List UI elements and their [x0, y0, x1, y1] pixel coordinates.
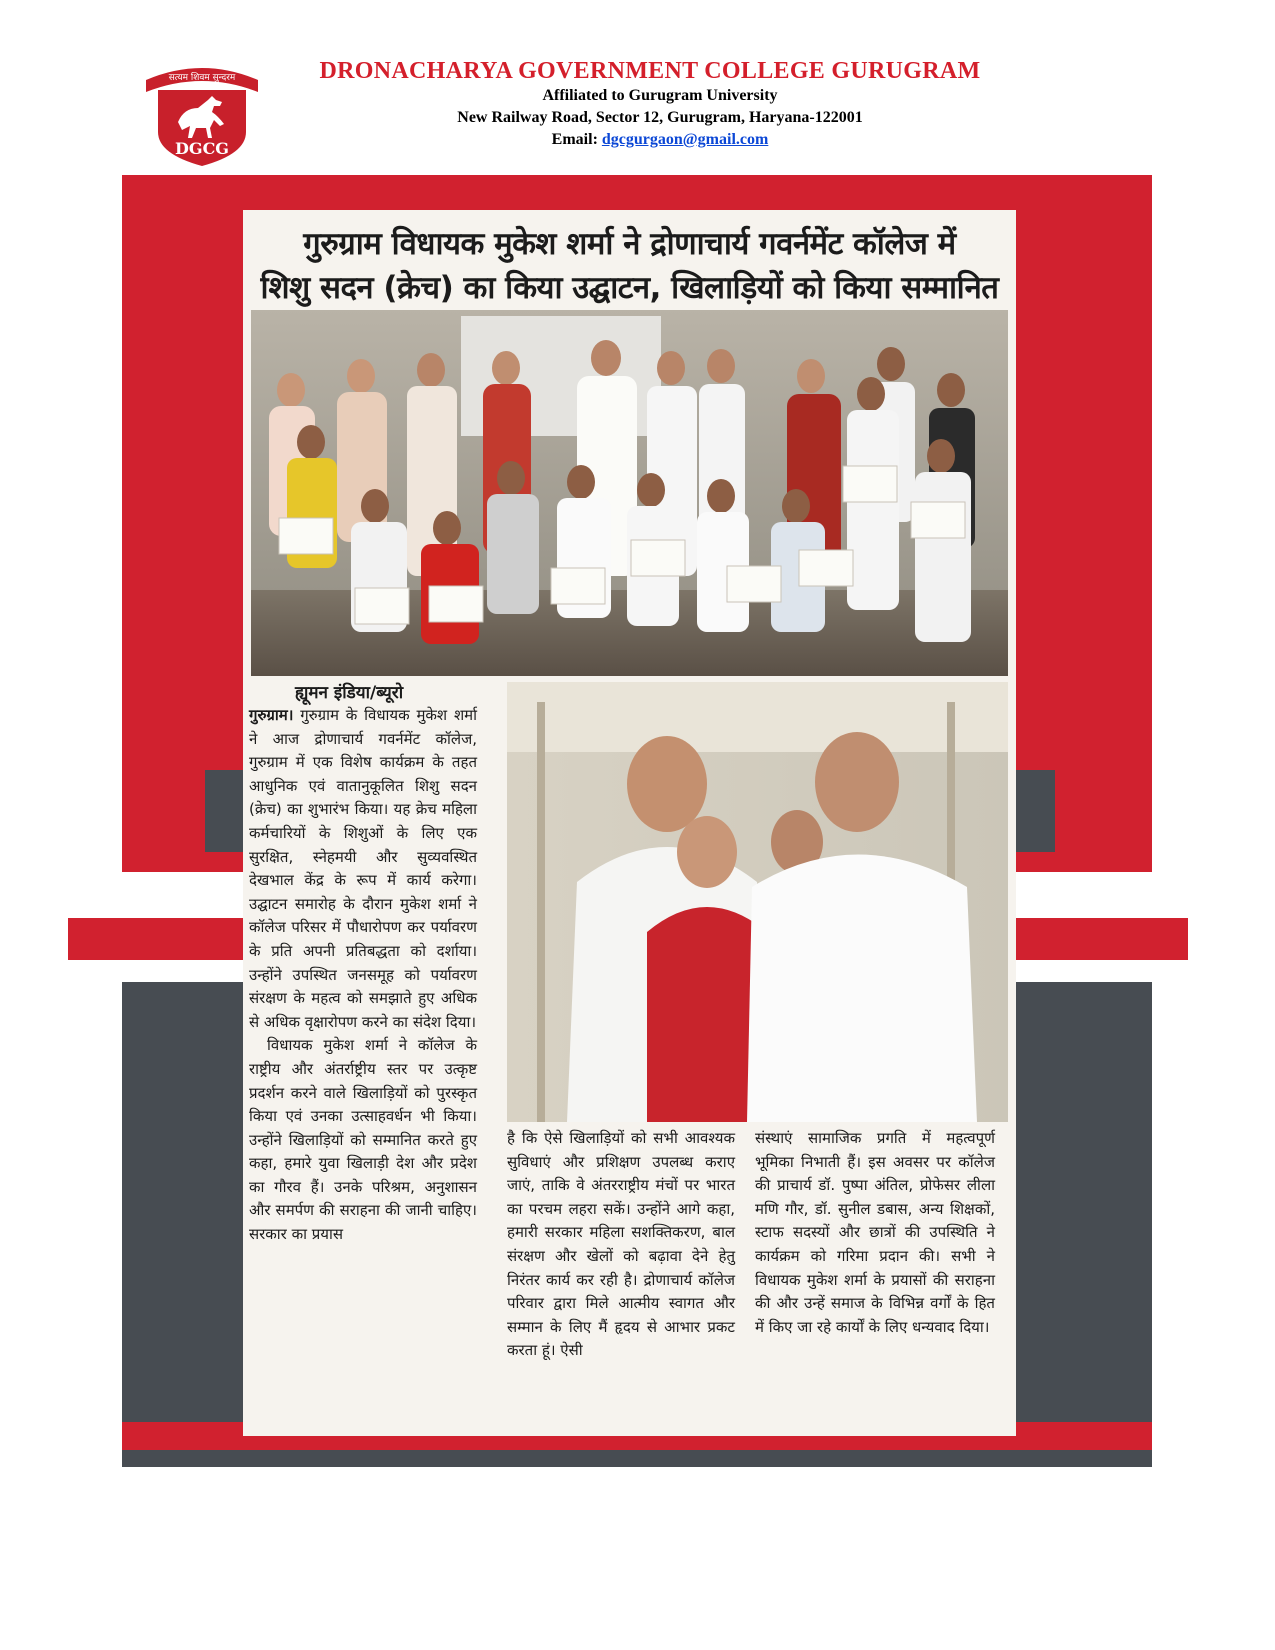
- logo-motto: सत्यम शिवम सुन्दरम: [168, 73, 236, 83]
- dateline: गुरुग्राम।: [249, 706, 294, 724]
- headline-line-1: गुरुग्राम विधायक मुकेश शर्मा ने द्रोणाचार्य गवर्नमेंट कॉलेज में: [303, 226, 956, 262]
- address: New Railway Road, Sector 12, Gurugram, Haryana-122001: [457, 109, 863, 126]
- group-photo: [251, 310, 1008, 676]
- newspaper-clipping: [243, 210, 1016, 1436]
- article-headline: [243, 222, 1016, 310]
- column-1: [249, 704, 477, 1247]
- affiliation: Affiliated to Gurugram University: [542, 87, 778, 104]
- college-name: DRONACHARYA GOVERNMENT COLLEGE GURUGRAM: [319, 58, 981, 84]
- leaders-photo: [507, 682, 1008, 1122]
- column-2: है कि ऐसे खिलाड़ियों को सभी आवश्यक सुविधाएं और प्रशिक्षण उपलब्ध कराए जाएं, ताकि वे अंतरराष्ट्रीय मंचों पर भारत का परचम लहरा सकें। उन्होंने आगे कहा, हमारी सरकार महिला सशक्तिकरण, बाल संरक्षण और खेलों को बढ़ावा देने हेतु निरंतर कार्य कर रही है। द्रोणाचार्य कॉलेज परिवार द्वारा मिले आत्मीय स्वागत और सम्मान के लिए मैं हृदय से आभार प्रकट करता हूं। ऐसी: [507, 1129, 735, 1360]
- column-3: संस्थाएं सामाजिक प्रगति में महत्वपूर्ण भूमिका निभाती हैं। इस अवसर पर कॉलेज की प्राचार्य डॉ. पुष्पा अंतिल, प्रोफेसर लीला मणि गौर, डॉ. सुनील डबास, अन्य शिक्षकों, स्टाफ सदस्यों और छात्रों की उपस्थिति ने कार्यक्रम को गरिमा प्रदान की। सभी ने विधायक मुकेश शर्मा के प्रयासों की सराहना की और उन्हें समाज के विभिन्न वर्गों के हित में किए जा रहे कार्यों के लिए धन्यवाद दिया।: [755, 1129, 995, 1336]
- byline: ह्यूमन इंडिया/ब्यूरो: [295, 683, 404, 703]
- paragraph-2: विधायक मुकेश शर्मा ने कॉलेज के राष्ट्रीय और अंतर्राष्ट्रीय स्तर पर उत्कृष्ट प्रदर्शन करने वाले खिलाड़ियों को पुरस्कृत किया एवं उनका उत्साहवर्धन भी किया। उन्होंने खिलाड़ियों को सम्मानित करते हुए कहा, हमारे युवा खिलाड़ी देश और प्रदेश का गौरव हैं। उनके परिश्रम, अनुशासन और समर्पण की सराहना की जानी चाहिए। सरकार का प्रयास: [249, 1036, 477, 1244]
- paragraph-1-text: गुरुग्राम के विधायक मुकेश शर्मा ने आज द्रोणाचार्य गवर्नमेंट कॉलेज, गुरुग्राम में एक विशेष कार्यक्रम के तहत आधुनिक एवं वातानुकूलित शिशु सदन (क्रेच) का शुभारंभ किया। यह क्रेच महिला कर्मचारियों के शिशुओं के लिए एक सुरक्षित, स्नेहमयी और सुव्यवस्थित देखभाल केंद्र के रूप में कार्य करेगा। उद्घाटन समारोह के दौरान मुकेश शर्मा ने कॉलेज परिसर में पौधारोपण कर पर्यावरण के प्रति अपनी प्रतिबद्धता को दर्शाया। उन्होंने उपस्थित जनसमूह को पर्यावरण संरक्षण के महत्व को समझाते हुए अधिक से अधिक वृक्षारोपण करने का संदेश दिया।: [249, 706, 477, 1031]
- headline-line-2: शिशु सदन (क्रेच) का किया उद्घाटन, खिलाड़ियों को किया सम्मानित: [260, 270, 999, 306]
- email-label: Email:: [551, 131, 598, 148]
- paragraph-1: [249, 704, 477, 1034]
- email-link[interactable]: dgcgurgaon@gmail.com: [601, 131, 769, 148]
- email-line: [300, 129, 1020, 151]
- logo-initials: DGCG: [175, 139, 229, 158]
- college-logo: [138, 50, 266, 168]
- letterhead: [300, 58, 1020, 151]
